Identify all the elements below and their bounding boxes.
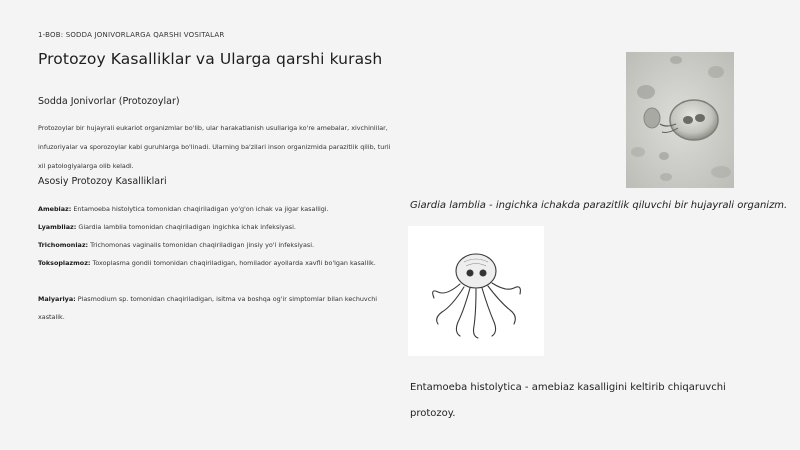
chapter-label: 1-BOB: SODDA JONIVORLARGA QARSHI VOSITALAR xyxy=(38,31,225,39)
giardia-micrograph-icon xyxy=(626,52,734,188)
intro-heading: Sodda Jonivorlar (Protozoylar) xyxy=(38,96,180,107)
disease-name: Amebiaz: xyxy=(38,205,72,213)
amoeba-caption: Entamoeba histolytica - amebiaz kasalligini keltirib chiqaruvchi protozoy. xyxy=(410,382,726,419)
disease-name: Lyambliaz: xyxy=(38,223,77,231)
disease-desc: Entamoeba histolytica tomonidan chaqiriladigan yo'g'on ichak va jigar kasalligi. xyxy=(73,205,329,213)
disease-desc: Toxoplasma gondii tomonidan chaqiriladigan, homilador ayollarda xavfli bo'lgan kasallik. xyxy=(92,259,376,267)
intro-paragraph: Protozoylar bir hujayrali eukariot organizmlar bo'lib, ular harakatlanish usullariga ko're amebalar, xivchinlilar, infuzoriyalar va sporozoylar kabi guruhlarga bo'linadi. Ularning ba'zilari inson organizmida parazitlik qilib, turli xil patologiyalarga olib keladi. xyxy=(38,124,391,170)
disease-name: Trichomoniaz: xyxy=(38,241,89,249)
amoeba-sketch-icon xyxy=(408,226,544,356)
disease-item xyxy=(38,239,388,251)
page-title: Protozoy Kasalliklar va Ularga qarshi kurash xyxy=(38,50,383,68)
diseases-heading: Asosiy Protozoy Kasalliklari xyxy=(38,176,167,187)
disease-desc: Plasmodium sp. tomonidan chaqiriladigan, isitma va boshqa og'ir simptomlar bilan kechuvchi xastalik. xyxy=(38,295,378,321)
disease-item xyxy=(38,203,388,215)
amoeba-image xyxy=(408,226,544,356)
disease-item xyxy=(38,290,388,326)
disease-name: Toksoplazmoz: xyxy=(38,259,91,267)
disease-name: Malyariya: xyxy=(38,295,76,303)
disease-desc: Trichomonas vaginalis tomonidan chaqiriladigan jinsiy yo'l infeksiyasi. xyxy=(90,241,315,249)
disease-item xyxy=(38,257,388,269)
disease-item xyxy=(38,221,388,233)
giardia-image xyxy=(626,52,734,188)
giardia-caption: Giardia lamblia - ingichka ichakda parazitlik qiluvchi bir hujayrali organizm. xyxy=(410,200,788,211)
disease-desc: Giardia lamblia tomonidan chaqiriladigan ingichka ichak infeksiyasi. xyxy=(78,223,296,231)
